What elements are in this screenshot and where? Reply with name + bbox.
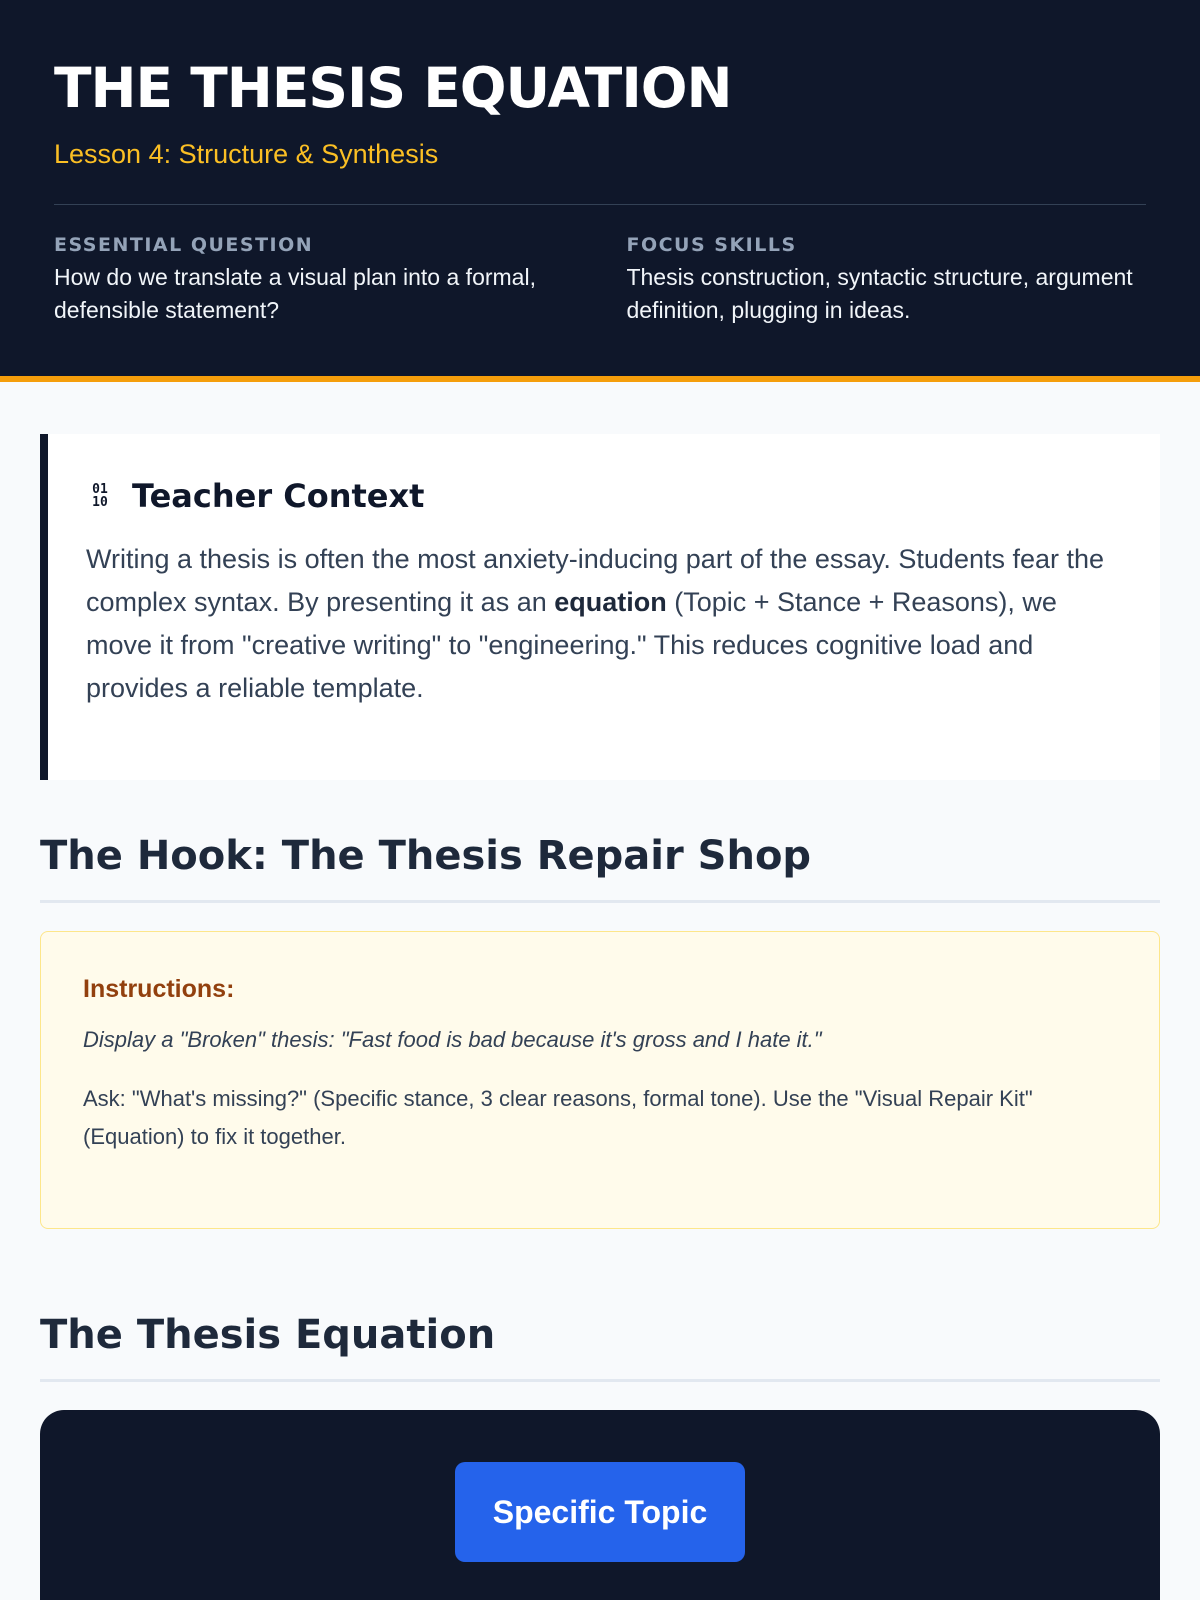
lesson-header bbox=[0, 0, 1200, 382]
broken-thesis-text: Display a "Broken" thesis: "Fast food is bad because it's gross and I hate it." bbox=[83, 1027, 822, 1052]
focus-skills-text: Thesis construction, syntactic structure, argument definition, plugging in ideas. bbox=[626, 264, 1133, 323]
teacher-context-header bbox=[86, 474, 1108, 518]
essential-question bbox=[54, 233, 626, 327]
header-divider bbox=[54, 204, 1146, 205]
hook-section-title: The Hook: The Thesis Repair Shop bbox=[40, 828, 1160, 903]
binary-icon: 01 10 bbox=[92, 482, 108, 510]
page-title: THE THESIS EQUATION bbox=[54, 56, 732, 120]
instructions-text: Ask: "What's missing?" (Specific stance, 3 clear reasons, formal tone). Use the "Visual Repair Kit" (Equation) to fix it together. bbox=[83, 1086, 1033, 1149]
equation-section-title: The Thesis Equation bbox=[40, 1307, 1160, 1382]
teacher-context-title: Teacher Context bbox=[132, 477, 425, 515]
focus-skills bbox=[626, 233, 1146, 327]
specific-topic-block: Specific Topic bbox=[455, 1462, 745, 1562]
essential-question-text: How do we translate a visual plan into a formal, defensible statement? bbox=[54, 264, 536, 323]
equation-panel bbox=[40, 1410, 1160, 1600]
emphasis-equation: equation bbox=[554, 587, 667, 617]
instructions-box bbox=[40, 931, 1160, 1229]
instructions-label: Instructions: bbox=[83, 975, 235, 1003]
teacher-context-text: Writing a thesis is often the most anxiety-inducing part of the essay. Students fear the complex syntax. By presenting it as an equation (Topic + Stance + Reasons), we move it from "creative writing" to "engineering." This reduces cognitive load and provides a reliable template. bbox=[86, 544, 1105, 703]
teacher-context-card bbox=[40, 434, 1160, 780]
lesson-meta bbox=[54, 233, 1146, 327]
focus-skills-label: FOCUS SKILLS bbox=[626, 234, 797, 256]
main-content bbox=[0, 434, 1200, 1600]
lesson-subtitle: Lesson 4: Structure & Synthesis bbox=[54, 139, 439, 169]
essential-question-label: ESSENTIAL QUESTION bbox=[54, 234, 314, 256]
